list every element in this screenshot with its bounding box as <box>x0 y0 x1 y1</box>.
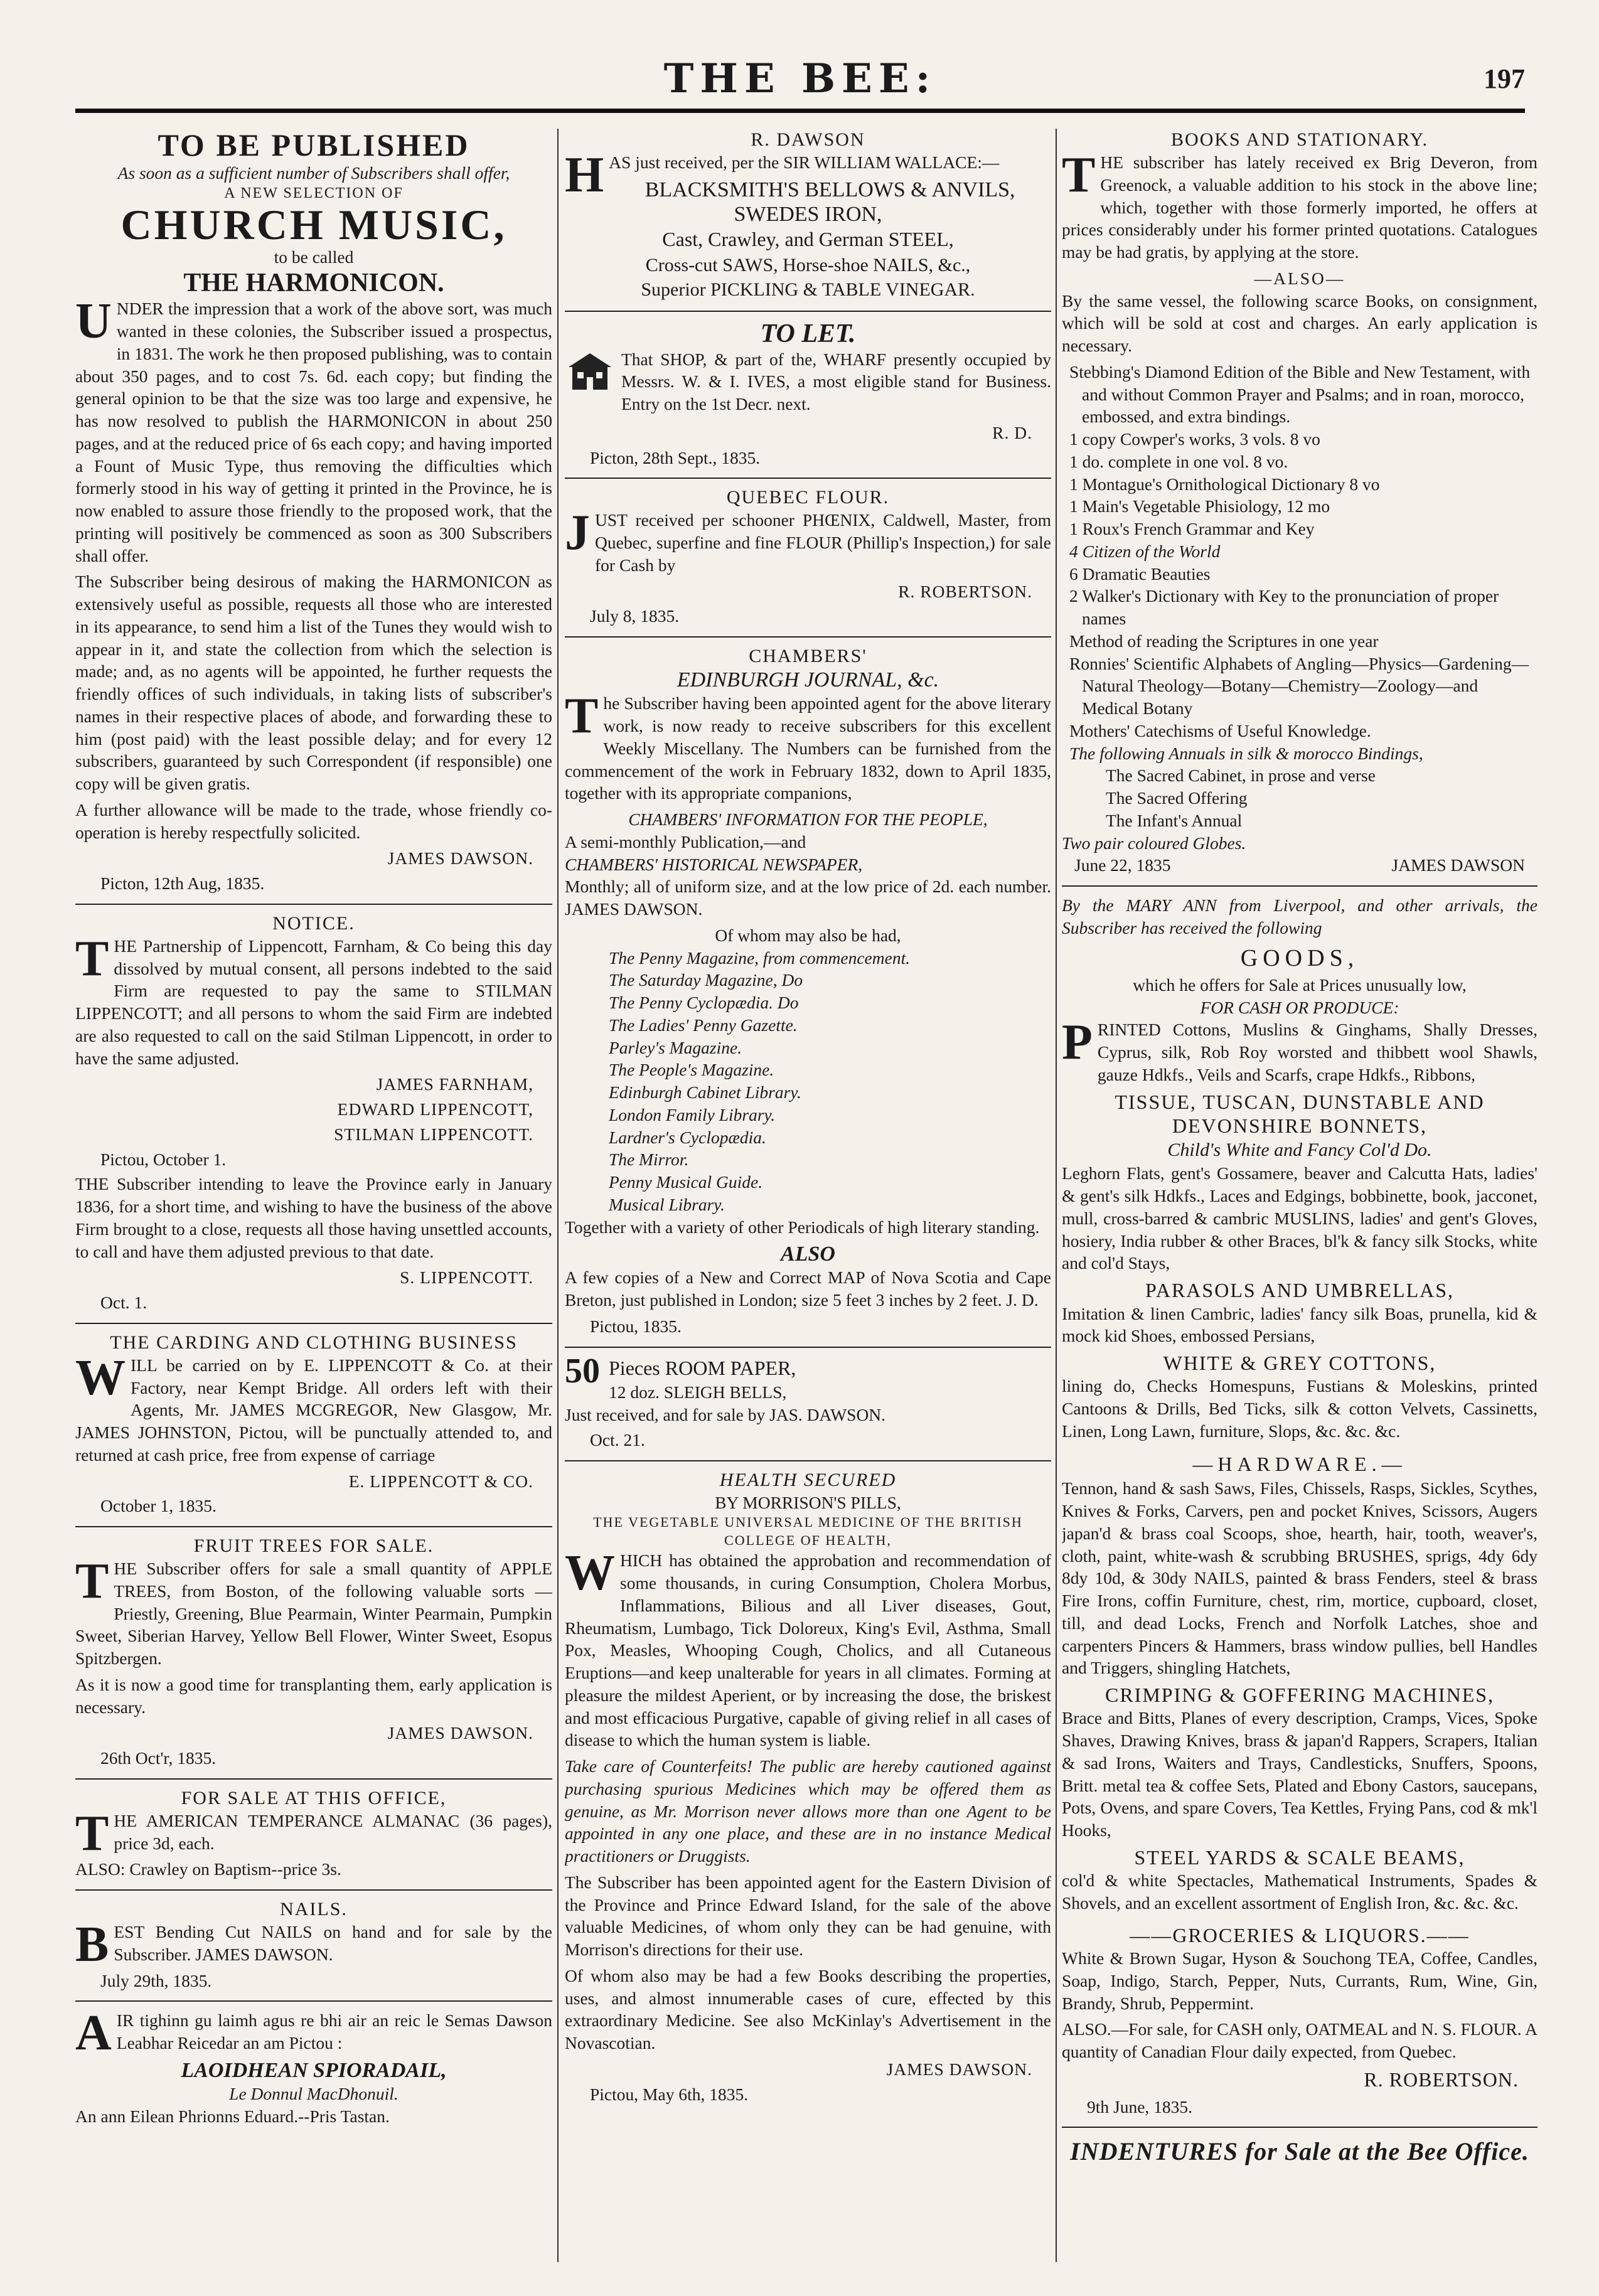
list-item: London Family Library. <box>609 1104 776 1124</box>
ad-subhead: STEEL YARDS & SCALE BEAMS, <box>1134 1845 1465 1869</box>
ad-body: THE Subscriber intending to leave the Province early in January 1836, for a short time, and wishing to have the business of the above Firm brought to a close, requests all those having unsettled accounts, to call and have them adjusted previous to that date. <box>75 1174 552 1261</box>
ad-body: JUST received per schooner PHŒNIX, Caldwell, Master, from Quebec, superfine and fine FLOUR (Phillip's Inspection,) for sale for Cash by <box>565 505 1051 575</box>
list-item: Lardner's Cyclopædia. <box>609 1127 766 1147</box>
ad-subhead: CRIMPING & GOFFERING MACHINES, <box>1104 1684 1495 1707</box>
ad-line: 12 doz. SLEIGH BELLS, <box>609 1382 787 1402</box>
ad-title: R. DAWSON <box>751 129 865 150</box>
ad-body: Monthly; all of uniform size, and at the low price of 2d. each number. JAMES DAWSON. <box>565 877 1051 919</box>
ad-title: GOODS, <box>1240 944 1359 971</box>
dateline: Pictou, 1835. <box>590 1316 682 1336</box>
signature: EDWARD LIPPENCOTT, <box>337 1099 533 1119</box>
ad-body: THE AMERICAN TEMPERANCE ALMANAC (36 pages), price 3d, each. <box>75 1805 552 1861</box>
ad-title: FRUIT TREES FOR SALE. <box>193 1535 434 1557</box>
column-right <box>1062 129 1538 2262</box>
list-item: The People's Magazine. <box>609 1060 774 1080</box>
books-stationary-ad <box>1062 129 1538 877</box>
signature: JAMES DAWSON. <box>886 2059 1032 2079</box>
list-item: Penny Musical Guide. <box>609 1172 763 1192</box>
ad-title: HEALTH SECURED <box>719 1469 897 1490</box>
ad-body: AIR tighinn gu laimh agus re bhi air an reic le Semas Dawson Leabhar Reicedar an am Pictou : <box>75 2005 552 2061</box>
ad-subhead: FOR CASH OR PRODUCE: <box>1200 997 1399 1017</box>
ad-body: Take care of Counterfeits! The public are hereby cautioned against purchasing spurious Medicines which may be offered them as genuine, as Mr. Morrison never allows more than one Agent to be appointed in any one place, and these are in no instance Medical practitioners or Druggists. <box>565 1756 1051 1866</box>
list-item: 1 Montague's Ornithological Dictionary 8 vo <box>1069 474 1380 494</box>
ad-body: ALSO.—For sale, for CASH only, OATMEAL and N. S. FLOUR. A quantity of Canadian Flour daily expected, from Quebec. <box>1062 2019 1538 2062</box>
divider <box>1062 885 1538 887</box>
ad-body: That SHOP, & part of the, WHARF presently occupied by Messrs. W. & I. IVES, a most eligible stand for Business. Entry on the 1st Decr. next. <box>621 349 1051 414</box>
ad-subhead: Child's White and Fancy Col'd Do. <box>1167 1140 1432 1161</box>
ad-subhead: which he offers for Sale at Prices unusually low, <box>1133 974 1467 995</box>
periodical-list <box>565 947 1051 1216</box>
ad-title: TO LET. <box>760 319 856 348</box>
for-sale-ad <box>75 1787 552 1881</box>
gaelic-hymns-ad <box>75 2005 552 2127</box>
signature: JAMES DAWSON. <box>387 1723 533 1743</box>
signature: R. D. <box>992 422 1032 442</box>
ad-body: By the same vessel, the following scarce Books, on consignment, which will be sold at cost and charges. An early application is necessary. <box>1062 291 1538 355</box>
dateline: Pictou, October 1. <box>100 1149 227 1169</box>
book-list <box>1062 361 1538 765</box>
ad-subtitle: A NEW SELECTION OF <box>224 185 404 202</box>
ad-line: SWEDES IRON, <box>734 202 882 226</box>
dawson-ad <box>565 129 1051 302</box>
ad-body: White & Brown Sugar, Hyson & Souchong TEA, Coffee, Candles, Soap, Indigo, Starch, Pepper, Nuts, Currants, Rum, Wine, Gin, Brandy, Shrub, Peppermint. <box>1062 1948 1538 2013</box>
list-item: The Saturday Magazine, Do <box>609 970 803 990</box>
list-item: Musical Library. <box>609 1194 725 1214</box>
list-item: The following Annuals in silk & morocco Bindings, <box>1069 743 1423 763</box>
also-heading: ALSO <box>781 1242 835 1266</box>
list-item: Two pair coloured Globes. <box>1062 833 1246 853</box>
indentures-notice: INDENTURES for Sale at the Bee Office. <box>1070 2137 1529 2166</box>
church-music-ad <box>75 129 552 895</box>
ad-body: Together with a variety of other Periodicals of high literary standing. <box>565 1217 1040 1237</box>
ad-body: col'd & white Spectacles, Mathematical Instruments, Spades & Shovels, and an excellent assortment of English Iron, &c. &c. &c. <box>1062 1871 1538 1913</box>
ad-body: BEST Bending Cut NAILS on hand and for sale by the Subscriber. JAMES DAWSON. <box>75 1917 552 1973</box>
ad-intro: By the MARY ANN from Liverpool, and other arrivals, the Subscriber has received the following <box>1062 895 1538 937</box>
ad-line: Superior PICKLING & TABLE VINEGAR. <box>641 279 975 300</box>
dateline: October 1, 1835. <box>100 1496 217 1516</box>
ad-body: WHICH has obtained the approbation and recommendation of some thousands, in curing Consumption, Cholera Morbus, Inflammations, Bilious and all Liver diseases, Gout, Rheumatism, Lumbago, Tick Doloreux, King's Evil, Asthma, Small Pox, Measles, Whooping Cough, Cholics, and all Cutaneous Eruptions—and keep unalterable for years in all climates. Forming at pleasure the mildest Aperient, or by increasing the dose, the briskest and most efficacious Purgative, capable of giving relief in all cases of disease to which the human system is liable. <box>565 1546 1051 1750</box>
ad-subtitle: to be called <box>274 247 354 267</box>
ad-subhead: BY MORRISON'S PILLS, <box>715 1492 901 1512</box>
house-icon <box>565 351 615 391</box>
chambers-journal-ad <box>565 645 1051 1337</box>
list-item: The Penny Magazine, from commencement. <box>609 948 911 968</box>
ad-subhead: WHITE & GREY COTTONS, <box>1163 1352 1436 1375</box>
annuals-list <box>1062 764 1538 831</box>
morrisons-pills-ad <box>565 1469 1051 2106</box>
signature: JAMES DAWSON <box>1391 855 1525 875</box>
signature: R. ROBERTSON. <box>898 581 1032 601</box>
divider <box>1062 2127 1538 2128</box>
ad-subhead: TISSUE, TUSCAN, DUNSTABLE AND DEVONSHIRE BONNETS, <box>1115 1090 1485 1138</box>
ad-line: BLACKSMITH'S BELLOWS & ANVILS, <box>644 178 1015 201</box>
masthead-rule <box>75 109 1525 113</box>
list-item: Edinburgh Cabinet Library. <box>609 1082 801 1103</box>
carding-ad <box>75 1332 552 1517</box>
ad-title: TO BE PUBLISHED <box>158 129 470 163</box>
list-item: The Ladies' Penny Gazette. <box>609 1015 798 1035</box>
ad-title: FOR SALE AT THIS OFFICE, <box>181 1787 447 1808</box>
list-item: The Mirror. <box>609 1150 689 1170</box>
ad-title: —HARDWARE.— <box>1192 1452 1407 1475</box>
dateline: Picton, 12th Aug, 1835. <box>100 873 265 894</box>
column-middle <box>565 129 1051 2262</box>
to-let-ad <box>565 319 1051 469</box>
ad-body: Leghorn Flats, gent's Gossamere, beaver and Calcutta Hats, ladies' & gent's silk Hdkfs., Laces and Edgings, bobbinette, book, jacconet, mull, cross-barred & cambric MUSLINS, ladies' and gent's Gloves, hosiery, India rubber & other Braces, bl'k & fancy silk Stocks, white and col'd Stays, <box>1062 1163 1538 1273</box>
list-item: Parley's Magazine. <box>609 1037 742 1057</box>
ad-subtitle: As soon as a sufficient number of Subscribers shall offer, <box>117 163 510 183</box>
dateline: 9th June, 1835. <box>1087 2096 1193 2117</box>
ad-body: THE Partnership of Lippencott, Farnham, & Co being this day dissolved by mutual consent, all persons indebted to the said Firm are requested to pay the same to STILMAN LIPPENCOTT; and all persons to whom the said Firm are indebted are also requested to call on the said Stilman Lippencott, in order to have the same adjusted. <box>75 931 552 1068</box>
column-divider <box>557 129 559 2262</box>
ad-line: Just received, and for sale by JAS. DAWSON. <box>565 1405 886 1424</box>
ad-title: NAILS. <box>280 1899 348 1920</box>
dateline: Picton, 28th Sept., 1835. <box>590 447 761 467</box>
ad-author: Le Donnul MacDhonuil. <box>229 2083 398 2103</box>
list-item: The Infant's Annual <box>1106 810 1243 830</box>
divider <box>565 636 1051 638</box>
room-paper-ad <box>565 1351 1051 1451</box>
ad-body: PRINTED Cottons, Muslins & Ginghams, Shally Dresses, Cyprus, silk, Rob Roy worsted and thibbett wool Shawls, gauze Hdkfs., Veils and Scarfs, crape Hdkfs., Ribbons, <box>1062 1015 1538 1084</box>
quebec-flour-ad <box>565 486 1051 627</box>
list-item: Method of reading the Scriptures in one year <box>1069 631 1379 651</box>
list-item: 1 Main's Vegetable Phisiology, 12 mo <box>1069 496 1330 516</box>
ad-subhead: CHAMBERS' INFORMATION FOR THE PEOPLE, <box>628 809 988 830</box>
ad-body: A few copies of a New and Correct MAP of Nova Scotia and Cape Breton, just published in London; size 5 feet 3 inches by 2 feet. J. D. <box>565 1268 1051 1310</box>
signature: R. ROBERTSON. <box>1364 2068 1519 2091</box>
ad-subhead: A semi-monthly Publication,—and <box>565 831 806 852</box>
nails-ad <box>75 1898 552 1992</box>
list-item: 1 do. complete in one vol. 8 vo. <box>1069 451 1288 471</box>
ad-title: NOTICE. <box>272 912 355 934</box>
ad-body: HAS just received, per the SIR WILLIAM WALLACE:— <box>565 147 1000 203</box>
fruit-trees-ad <box>75 1535 552 1770</box>
ad-line: Cast, Crawley, and German STEEL, <box>662 227 954 250</box>
dateline: June 22, 1835 <box>1074 855 1171 875</box>
ad-title: QUEBEC FLOUR. <box>726 487 890 508</box>
to-let-row <box>565 348 1051 419</box>
list-item: The Penny Cyclopædia. Do <box>609 993 799 1013</box>
signature: S. LIPPENCOTT. <box>400 1268 533 1288</box>
ad-headline: CHURCH MUSIC, <box>120 201 507 249</box>
ad-title: EDINBURGH JOURNAL, &c. <box>676 668 939 692</box>
ad-body: An ann Eilean Phrionns Eduard.--Pris Tastan. <box>75 2106 390 2126</box>
ad-body: THE Subscriber offers for sale a small quantity of APPLE TREES, from Boston, of the following valuable sorts — Priestly, Greening, Blue Pearmain, Winter Pearmain, Pumpkin Sweet, Siberian Harvey, Yellow Bell Flower, Winter Sweet, Esopus Spitzbergen. <box>75 1554 552 1669</box>
dateline: July 8, 1835. <box>590 606 680 626</box>
ad-body: A further allowance will be made to the trade, whose friendly co-operation is hereby respectfully solicited. <box>75 799 552 842</box>
ad-line: Pieces ROOM PAPER, <box>609 1356 796 1379</box>
quantity-number: 50 <box>565 1351 600 1391</box>
newspaper-title: THE BEE: <box>663 55 937 102</box>
column-divider <box>1056 129 1057 2262</box>
dateline: Oct. 21. <box>590 1429 645 1450</box>
divider <box>565 1460 1051 1461</box>
ad-body: The Subscriber having been appointed agent for the above literary work, is now ready to receive subscribers for this excellent Weekly Miscellany. The Numbers can be furnished from the commencement of the work in February 1832, down to April 1835, together with its appropriate companions, <box>565 688 1051 803</box>
list-item: 6 Dramatic Beauties <box>1069 563 1211 584</box>
ad-subhead: PARASOLS AND UMBRELLAS, <box>1145 1279 1455 1302</box>
divider <box>75 1323 552 1324</box>
ad-body: THE subscriber has lately received ex Brig Deveron, from Greenock, a valuable addition to his stock in the above line; which, together with those formerly imported, he offers at prices considerably under his former printed quotations. Catalogues may be had gratis, by applying at the store. <box>1062 147 1538 262</box>
signature: E. LIPPENCOTT & CO. <box>348 1471 533 1491</box>
list-item: The Sacred Offering <box>1106 788 1248 808</box>
divider <box>75 1526 552 1527</box>
masthead <box>75 49 1525 118</box>
page-number: 197 <box>1484 63 1525 94</box>
ad-title: LAOIDHEAN SPIORADAIL, <box>181 2058 447 2082</box>
list-item: The Sacred Cabinet, in prose and verse <box>1106 766 1376 786</box>
goods-ad <box>1062 894 1538 1443</box>
ad-name: THE HARMONICON. <box>183 269 444 298</box>
date-signature-row <box>1062 854 1538 877</box>
divider <box>565 1347 1051 1348</box>
divider <box>75 1778 552 1780</box>
list-item: 4 Citizen of the World <box>1069 541 1221 561</box>
list-item: 1 copy Cowper's works, 3 vols. 8 vo <box>1069 429 1320 449</box>
list-item: 2 Walker's Dictionary with Key to the pronunciation of proper names <box>1069 586 1499 628</box>
ad-subhead: CHAMBERS' HISTORICAL NEWSPAPER, <box>565 854 863 874</box>
column-left <box>75 129 552 2262</box>
ad-body: The Subscriber being desirous of making the HARMONICON as extensively useful as possible, requests all those who are interested in its appearance, to send him a list of the Tunes they would wish to appear in it, and state the collection from which the selection is made; and, as no agents will be appointed, he further requests the friendly offices of such individuals, in taking lists of subscriber's names in their respective places of abode, and forwarding these to him (post paid) with the least possible delay; and for every 12 subscribers, guaranteed by such Correspondent (if responsible) one copy will be given gratis. <box>75 572 552 794</box>
ad-body: As it is now a good time for transplanting them, early application is necessary. <box>75 1674 552 1717</box>
ad-body: The Subscriber has been appointed agent for the Eastern Division of the Province and Prince Edward Island, for the sale of the above valuable Medicines, of whom only they can be had genuine, with Morrison's directions for their use. <box>565 1872 1051 1960</box>
signature: JAMES FARNHAM, <box>376 1074 533 1094</box>
ad-body: Brace and Bitts, Planes of every description, Cramps, Vices, Spoke Shaves, Drawing Knives, brass & japan'd Rappers, Scrapers, Italian & sad Irons, Waiters and Trays, Candlesticks, Snuffers, Spoons, Britt. metal tea & coffee Sets, Plated and Ebony Castors, saucepans, Pots, Ovens, and spare Covers, Tea Kettles, Frying Pans, cod & mk'l Hooks, <box>1062 1708 1538 1840</box>
ad-body: Of whom also may be had a few Books describing the properties, uses, and almost innumerable cases of cure, effected by this extraordinary Medicine. See also McKinlay's Advertisement in the Novascotian. <box>565 1965 1051 2053</box>
list-item: 1 Roux's French Grammar and Key <box>1069 519 1315 538</box>
list-item: Ronnies' Scientific Alphabets of Angling—Physics—Gardening—Natural Theology—Botany—Chemistry—Zoology—and Medical Botany <box>1069 653 1529 718</box>
divider <box>565 311 1051 312</box>
signature: STILMAN LIPPENCOTT. <box>334 1124 533 1144</box>
dateline: Oct. 1. <box>100 1293 147 1313</box>
signature: JAMES DAWSON. <box>387 848 533 868</box>
also-heading: —ALSO— <box>1254 268 1345 288</box>
ad-body: WILL be carried on by E. LIPPENCOTT & Co. at their Factory, near Kempt Bridge. All orders left with their Agents, Mr. JAMES MCGREGOR, New Glasgow, Mr. JAMES JOHNSTON, Pictou, will be punctually attended to, and returned at cash price, free from expense of carriage <box>75 1350 552 1465</box>
ad-body: Imitation & linen Cambric, ladies' fancy silk Boas, prunella, kid & mock kid Shoes, embossed Persians, <box>1062 1303 1538 1346</box>
list-item: Stebbing's Diamond Edition of the Bible and New Testament, with and without Common Prayer and Psalms; and in roan, morocco, embossed, and extra bindings. <box>1069 361 1531 427</box>
dateline: 26th Oct'r, 1835. <box>100 1748 217 1768</box>
divider <box>565 478 1051 479</box>
ad-title: ——GROCERIES & LIQUORS.—— <box>1130 1923 1470 1946</box>
hardware-ad <box>1062 1451 1538 1914</box>
list-item: Mothers' Catechisms of Useful Knowledge. <box>1069 720 1371 740</box>
ad-body: lining do, Checks Homespuns, Fustians & Moleskins, printed Cantoons & Drills, Bed Ticks, silk & cotton Velvets, Cassinetts, Linen, Long Lawn, furniture, Slops, &c. &c. &c. <box>1062 1376 1538 1441</box>
ad-subhead: THE VEGETABLE UNIVERSAL MEDICINE OF THE BRITISH COLLEGE OF HEALTH, <box>593 1514 1023 1548</box>
divider <box>75 1889 552 1891</box>
ad-subhead: Of whom may also be had, <box>715 925 901 945</box>
ad-title: CHAMBERS' <box>749 646 867 667</box>
divider <box>75 904 552 905</box>
ad-title: BOOKS AND STATIONARY. <box>1171 129 1428 150</box>
notice-ad <box>75 912 552 1314</box>
ad-body: Tennon, hand & sash Saws, Files, Chissels, Rasps, Sickles, Scythes, Knives & Forks, Carvers, pen and pocket Knives, Scissors, Augers japan'd & brass coal Scoops, shoe, hearth, hair, tooth, weaver's, cloth, paint, white-wash & scrubbing BRUSHES, sprigs, 4dy 6dy 8dy 10d, & 30dy NAILS, painted & brass Fenders, steel & brass Fire Irons, coffin Furniture, chest, rim, mortice, cupboard, closet, till, and dead Locks, French and Norfolk Latches, shoe and carpenters Pincers & Hammers, brass window pullies, bell Handles and Triggers, shingling Hatchets, <box>1062 1478 1538 1678</box>
dateline: July 29th, 1835. <box>100 1970 212 1990</box>
groceries-ad <box>1062 1923 1538 2118</box>
ad-body: UNDER the impression that a work of the above sort, was much wanted in these colonies, the Subscriber issued a prospectus, in 1831. The work he then proposed publishing, was to contain about 350 pages, and to cost 7s. 6d. each copy; but finding the general opinion to be that the size was too large and expensive, he has now resolved to publish the HARMONICON in about 250 pages, and at the reduced price of 6s each copy; and having imported a Fount of Music Type, thus removing the difficulties which formerly stood in his way of getting it printed in the Province, he is now enabled to assure those friendly to the proposed work, that the printing will positively be commenced as soon as 300 Subscribers shall offer. <box>75 294 552 565</box>
ad-title: THE CARDING AND CLOTHING BUSINESS <box>110 1332 518 1353</box>
divider <box>75 2000 552 2002</box>
ad-body: ALSO: Crawley on Baptism--price 3s. <box>75 1859 341 1879</box>
dateline: Pictou, May 6th, 1835. <box>590 2084 749 2104</box>
ad-line: Cross-cut SAWS, Horse-shoe NAILS, &c., <box>645 254 971 275</box>
